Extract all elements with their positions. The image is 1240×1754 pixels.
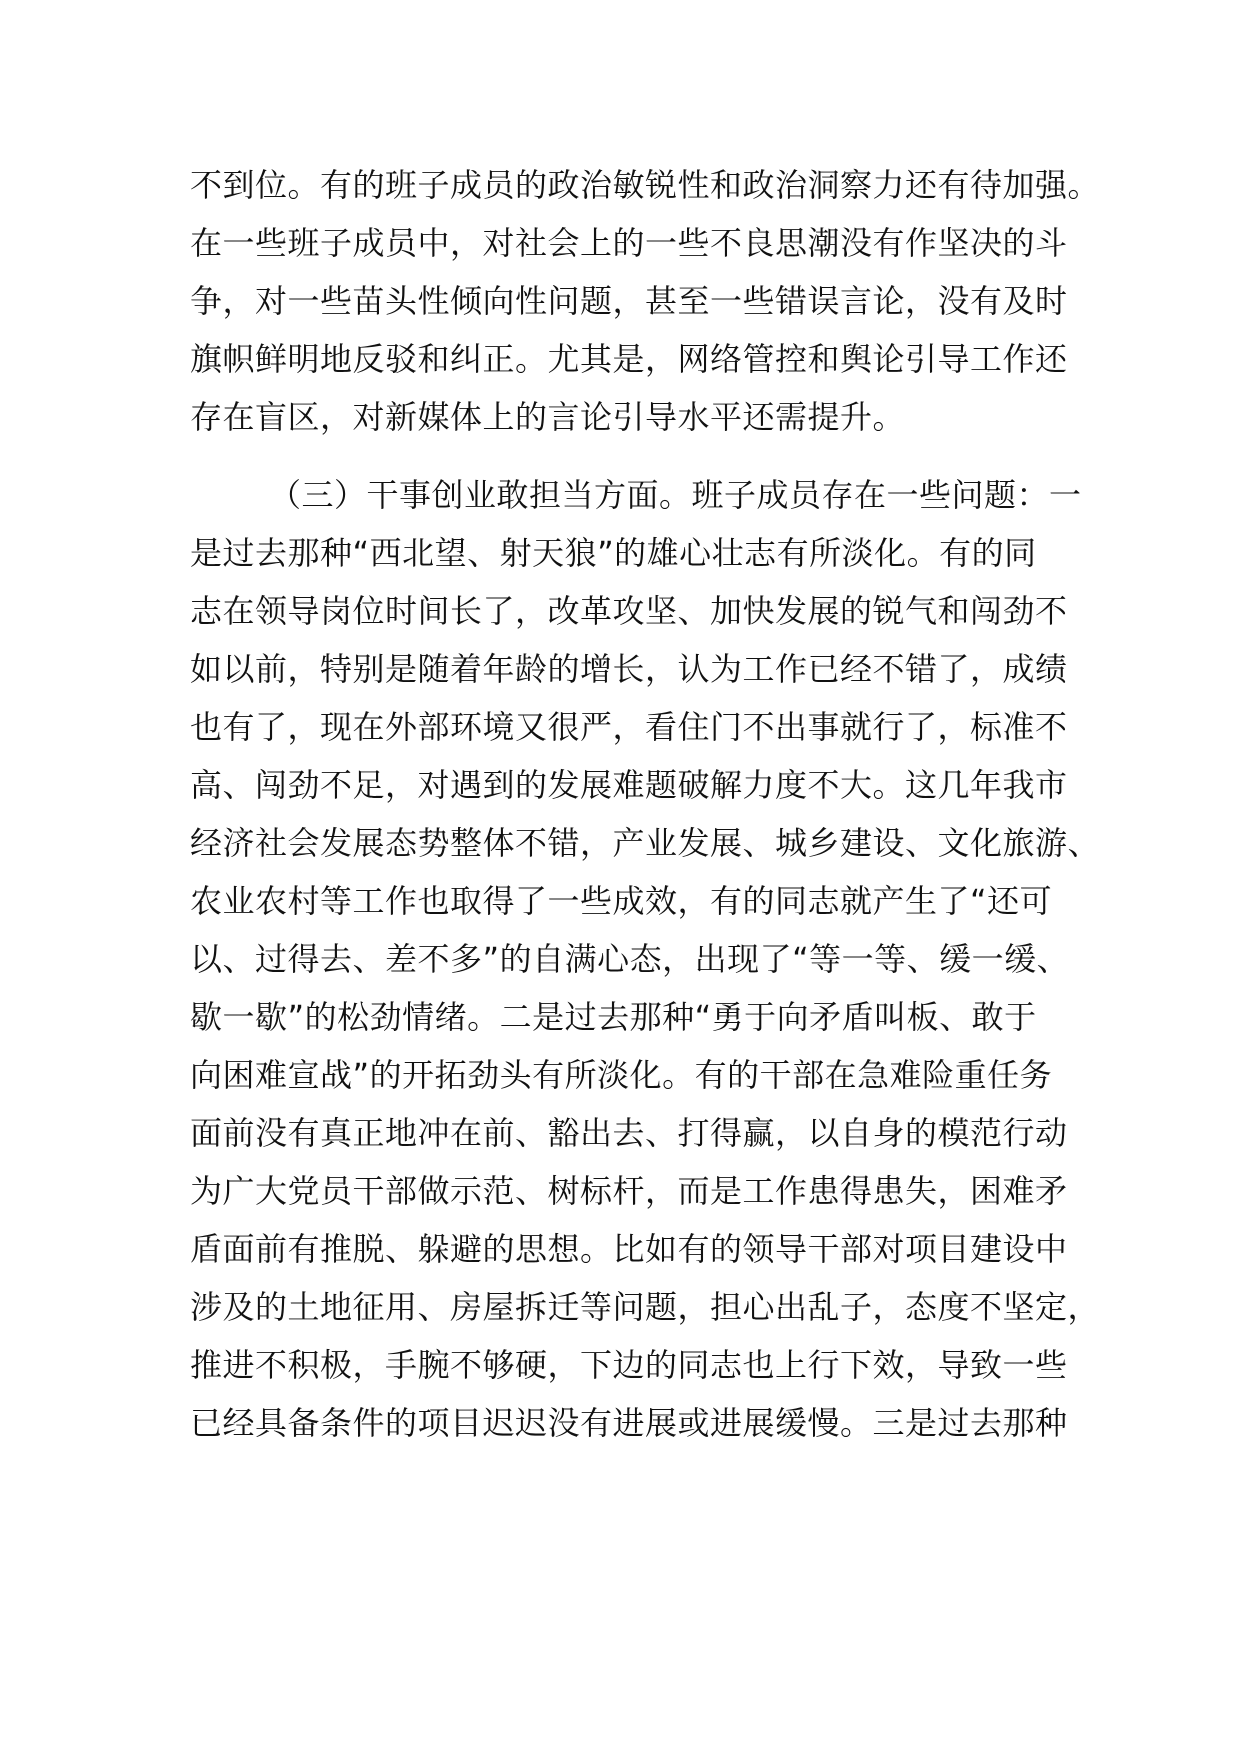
text-line: 农业农村等工作也取得了一些成效，有的同志就产生了“还可 <box>190 882 1053 920</box>
text-line: 不到位。有的班子成员的政治敏锐性和政治洞察力还有待加强。 <box>190 166 1101 204</box>
text-line: 是过去那种“西北望、射天狼”的雄心壮志有所淡化。有的同 <box>190 534 1037 572</box>
text-line: 面前没有真正地冲在前、豁出去、打得赢，以自身的模范行动 <box>190 1114 1068 1152</box>
text-line: 在一些班子成员中，对社会上的一些不良思潮没有作坚决的斗 <box>190 224 1068 262</box>
text-line: 存在盲区，对新媒体上的言论引导水平还需提升。 <box>190 398 906 436</box>
text-line: 向困难宣战”的开拓劲头有所淡化。有的干部在急难险重任务 <box>190 1056 1053 1094</box>
text-line: 涉及的土地征用、房屋拆迁等问题，担心出乱子，态度不坚定， <box>190 1288 1101 1326</box>
text-line: 高、闯劲不足，对遇到的发展难题破解力度不大。这几年我市 <box>190 766 1068 804</box>
text-line: 如以前，特别是随着年龄的增长，认为工作已经不错了，成绩 <box>190 650 1068 688</box>
text-line: 经济社会发展态势整体不错，产业发展、城乡建设、文化旅游、 <box>190 824 1101 862</box>
text-line: 旗帜鲜明地反驳和纠正。尤其是，网络管控和舆论引导工作还 <box>190 340 1068 378</box>
text-line: 推进不积极，手腕不够硬，下边的同志也上行下效，导致一些 <box>190 1346 1068 1384</box>
text-line: 歇一歇”的松劲情绪。二是过去那种“勇于向矛盾叫板、敢于 <box>190 998 1037 1036</box>
text-line: 以、过得去、差不多”的自满心态，出现了“等一等、缓一缓、 <box>190 940 1070 978</box>
text-line: 为广大党员干部做示范、树标杆，而是工作患得患失，困难矛 <box>190 1172 1068 1210</box>
text-line-heading: （三）干事创业敢担当方面。班子成员存在一些问题：一 <box>269 476 1082 514</box>
text-line: 也有了，现在外部环境又很严，看住门不出事就行了，标准不 <box>190 708 1068 746</box>
paragraph-1 <box>190 156 1101 446</box>
text-line: 争，对一些苗头性倾向性问题，甚至一些错误言论，没有及时 <box>190 282 1068 320</box>
text-line: 志在领导岗位时间长了，改革攻坚、加快发展的锐气和闯劲不 <box>190 592 1068 630</box>
text-line: 已经具备条件的项目迟迟没有进展或进展缓慢。三是过去那种 <box>190 1404 1068 1442</box>
text-line: 盾面前有推脱、躲避的思想。比如有的领导干部对项目建设中 <box>190 1230 1068 1268</box>
paragraph-2 <box>190 466 1101 1452</box>
